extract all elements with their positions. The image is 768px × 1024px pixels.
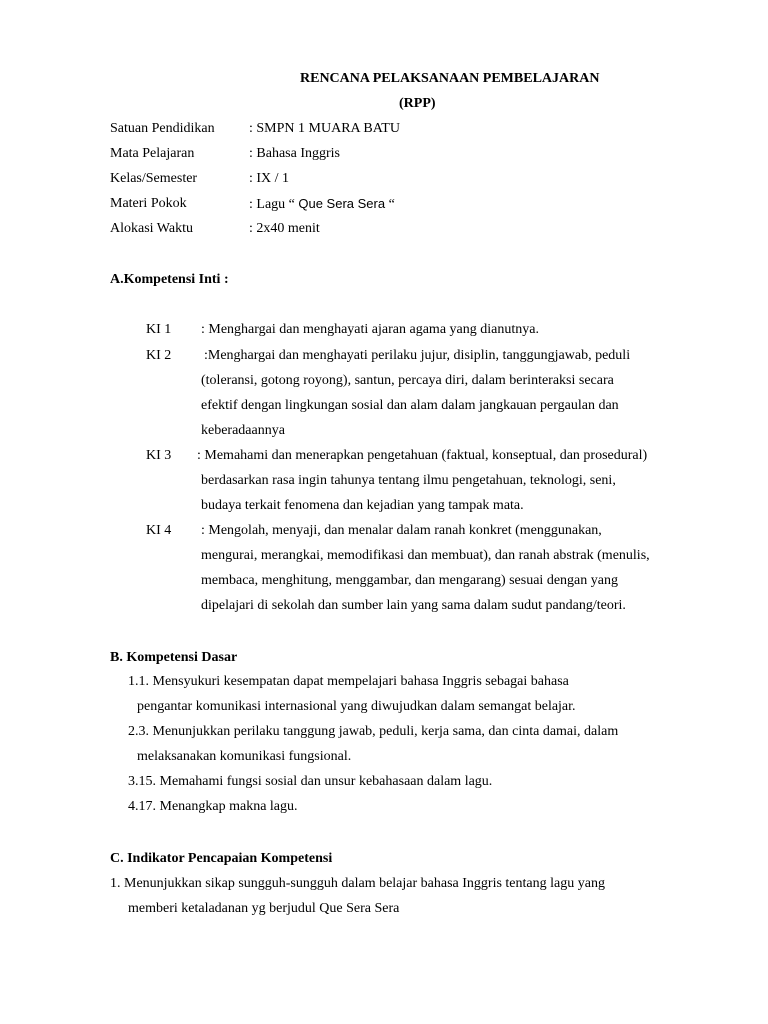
ki-text: : Memahami dan menerapkan pengetahuan (faktual, konseptual, dan prosedural) bbox=[197, 448, 648, 463]
ki-code: KI 4 bbox=[146, 523, 172, 538]
identity-label: Alokasi Waktu bbox=[110, 221, 193, 236]
kd-line: 1.1. Mensyukuri kesempatan dapat mempelajari bahasa Inggris sebagai bahasa bbox=[128, 674, 569, 689]
identity-value-suffix: “ bbox=[385, 197, 395, 212]
song-title: Que Sera Sera bbox=[298, 196, 386, 211]
identity-label: Mata Pelajaran bbox=[110, 146, 195, 161]
identity-label: Materi Pokok bbox=[110, 196, 187, 211]
ki-text: :Menghargai dan menghayati perilaku jujur, disiplin, tanggungjawab, peduli bbox=[204, 348, 631, 363]
kd-line: melaksanakan komunikasi fungsional. bbox=[137, 749, 352, 764]
ki-text: (toleransi, gotong royong), santun, percaya diri, dalam berinteraksi secara bbox=[201, 373, 614, 388]
ki-text: membaca, menghitung, menggambar, dan mengarang) sesuai dengan yang bbox=[201, 573, 618, 588]
identity-value: : Bahasa Inggris bbox=[249, 146, 340, 161]
section-c-heading: C. Indikator Pencapaian Kompetensi bbox=[110, 851, 333, 866]
ki-text: : Mengolah, menyaji, dan menalar dalam ranah konkret (menggunakan, bbox=[201, 523, 602, 538]
indicator-line: memberi ketaladanan yg berjudul Que Sera Sera bbox=[128, 901, 400, 916]
section-b-heading: B. Kompetensi Dasar bbox=[110, 650, 238, 665]
section-a-heading: A.Kompetensi Inti : bbox=[110, 272, 229, 287]
identity-label: Kelas/Semester bbox=[110, 171, 198, 186]
identity-value-prefix: : Lagu “ bbox=[249, 197, 299, 212]
kd-line: 3.15. Memahami fungsi sosial dan unsur kebahasaan dalam lagu. bbox=[128, 774, 493, 789]
identity-label: Satuan Pendidikan bbox=[110, 121, 215, 136]
identity-value: : SMPN 1 MUARA BATU bbox=[249, 121, 400, 136]
document-title: RENCANA PELAKSANAAN PEMBELAJARAN bbox=[300, 71, 600, 86]
kd-line: pengantar komunikasi internasional yang diwujudkan dalam semangat belajar. bbox=[137, 699, 576, 714]
kd-line: 2.3. Menunjukkan perilaku tanggung jawab, peduli, kerja sama, dan cinta damai, dalam bbox=[128, 724, 619, 739]
ki-text: mengurai, merangkai, memodifikasi dan membuat), dan ranah abstrak (menulis, bbox=[201, 548, 650, 563]
ki-text: dipelajari di sekolah dan sumber lain yang sama dalam sudut pandang/teori. bbox=[201, 598, 626, 613]
ki-text: budaya terkait fenomena dan kejadian yang tampak mata. bbox=[201, 498, 524, 513]
document-subtitle: (RPP) bbox=[399, 96, 436, 111]
ki-text: efektif dengan lingkungan sosial dan alam dalam jangkauan pergaulan dan bbox=[201, 398, 619, 413]
identity-value bbox=[249, 195, 395, 214]
ki-code: KI 1 bbox=[146, 322, 172, 337]
indicator-line: 1. Menunjukkan sikap sungguh-sungguh dalam belajar bahasa Inggris tentang lagu yang bbox=[110, 876, 605, 891]
kd-line: 4.17. Menangkap makna lagu. bbox=[128, 799, 298, 814]
ki-text: berdasarkan rasa ingin tahunya tentang ilmu pengetahuan, teknologi, seni, bbox=[201, 473, 616, 488]
ki-code: KI 2 bbox=[146, 348, 172, 363]
identity-value: : IX / 1 bbox=[249, 171, 290, 186]
ki-text: keberadaannya bbox=[201, 423, 285, 438]
ki-code: KI 3 bbox=[146, 448, 172, 463]
ki-text: : Menghargai dan menghayati ajaran agama yang dianutnya. bbox=[201, 322, 539, 337]
identity-value: : 2x40 menit bbox=[249, 221, 320, 236]
